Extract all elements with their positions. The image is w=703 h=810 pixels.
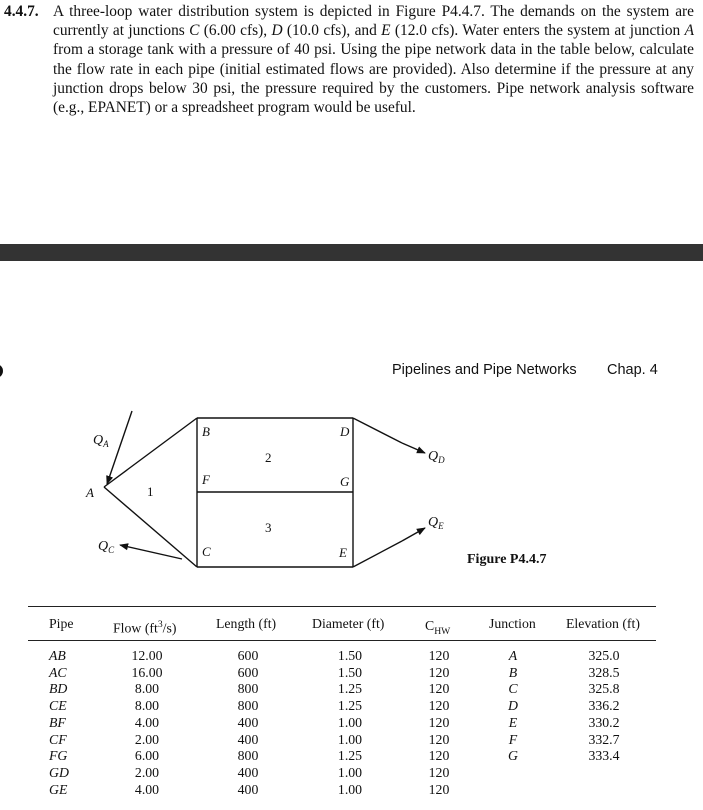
cell-elevation: 336.2 — [588, 698, 620, 714]
cell-junction: A — [508, 648, 518, 663]
cell-diameter: 1.25 — [337, 748, 363, 764]
cell-flow: 4.00 — [134, 714, 160, 730]
running-head-title: Pipelines and Pipe Networks — [392, 362, 577, 378]
cell-pipe: CE — [49, 698, 67, 714]
cell-chw: 120 — [428, 698, 450, 714]
cell-flow: 12.00 — [131, 648, 163, 663]
cell-junction: G — [508, 748, 518, 764]
cell-elevation: 325.0 — [588, 648, 620, 663]
cell-chw: 120 — [428, 731, 450, 747]
cell-length: 400 — [237, 781, 259, 797]
cell-junction: E — [508, 714, 518, 730]
arrow-QC — [120, 545, 182, 559]
header-junction: Junction — [489, 616, 536, 631]
pipe-E-out — [353, 541, 402, 567]
cell-length: 400 — [237, 731, 259, 747]
cell-junction: B — [508, 664, 518, 680]
cell-length: 800 — [237, 698, 259, 714]
cell-diameter: 1.25 — [337, 698, 363, 714]
cell-length: 600 — [237, 648, 259, 663]
cell-elevation: 330.2 — [588, 714, 620, 730]
node-label-B: B — [202, 424, 210, 439]
cell-junction: F — [508, 731, 518, 747]
cell-flow: 16.00 — [131, 664, 163, 680]
loop-label-1: 1 — [147, 484, 154, 499]
cell-flow: 2.00 — [134, 764, 160, 780]
node-label-E: E — [339, 545, 347, 560]
header-pipe: Pipe — [49, 616, 74, 631]
cell-elevation: 328.5 — [588, 664, 620, 680]
cell-junction: C — [508, 681, 518, 697]
cell-pipe: BD — [49, 681, 68, 697]
cell-pipe: AC — [49, 664, 67, 680]
cell-chw: 120 — [428, 648, 450, 663]
cell-flow: 6.00 — [134, 748, 160, 764]
header-chw: $C_{HW}$ — [425, 618, 451, 637]
flow-label-QA: $Q_A$ — [93, 433, 109, 449]
cell-junction: D — [508, 698, 518, 714]
node-label-A: A — [86, 485, 94, 500]
cell-length: 400 — [237, 714, 259, 730]
running-head-chapter: Chap. 4 — [607, 362, 658, 378]
cell-diameter: 1.50 — [337, 664, 363, 680]
cell-diameter: 1.00 — [337, 714, 363, 730]
header-length: Length (ft) — [216, 616, 277, 631]
cell-length: 800 — [237, 681, 259, 697]
arrow-QE — [402, 528, 425, 541]
cell-diameter: 1.00 — [337, 781, 363, 797]
flow-label-QC: $Q_C$ — [98, 539, 115, 555]
loop-label-2: 2 — [265, 450, 272, 465]
node-label-F: F — [202, 472, 210, 487]
arrow-QD — [402, 443, 425, 453]
arrow-QA — [107, 411, 132, 484]
cell-length: 600 — [237, 664, 259, 680]
node-label-D: D — [340, 424, 350, 439]
cell-pipe: CF — [49, 731, 67, 747]
cell-chw: 120 — [428, 681, 450, 697]
cell-length: 800 — [237, 748, 259, 764]
cell-chw: 120 — [428, 781, 450, 797]
header-flow: Flow $(ft^3/s)$ — [113, 619, 177, 636]
cell-elevation: 332.7 — [588, 731, 620, 747]
cell-diameter: 1.00 — [337, 731, 363, 747]
cell-elevation: 325.8 — [588, 681, 620, 697]
problem-number: 4.4.7. — [4, 3, 39, 20]
cell-elevation: 333.4 — [588, 748, 620, 764]
cell-chw: 120 — [428, 714, 450, 730]
cell-length: 400 — [237, 764, 259, 780]
cell-pipe: GD — [49, 764, 69, 780]
cell-chw: 120 — [428, 664, 450, 680]
cell-pipe: BF — [49, 714, 66, 730]
cell-diameter: 1.50 — [337, 648, 363, 663]
loop-label-3: 3 — [265, 520, 272, 535]
flow-label-QD: $Q_D$ — [428, 449, 445, 465]
cell-flow: 8.00 — [134, 681, 160, 697]
header-elevation: Elevation (ft) — [566, 616, 640, 631]
node-label-C: C — [202, 544, 211, 559]
cell-diameter: 1.25 — [337, 681, 363, 697]
problem-text: A three-loop water distribution system is depicted in Figure P4.4.7. The demands on the system are currently at junctions C (6.00 cfs), D (10.0 cfs), and E (12.0 cfs). Water enters the system at junction A from a storage tank with a pressure of 40 psi. Using the pipe network data in the table below, calculate the flow rate in each pipe (initial estimated flows are provided). Also determine if the pressure at any junction drops below 30 psi, the pressure required by the customers. Pipe network analysis software (e.g., EPANET) or a spreadsheet program would be useful. — [53, 3, 694, 117]
cell-pipe: FG — [49, 748, 68, 764]
node-label-G: G — [340, 474, 350, 489]
cell-chw: 120 — [428, 764, 450, 780]
header-diameter: Diameter (ft) — [312, 616, 385, 631]
flow-label-QE: $Q_E$ — [428, 515, 444, 531]
pipe-AC — [104, 487, 197, 567]
cell-diameter: 1.00 — [337, 764, 363, 780]
cell-chw: 120 — [428, 748, 450, 764]
cell-flow: 2.00 — [134, 731, 160, 747]
figure-caption: Figure P4.4.7 — [467, 552, 547, 567]
cell-pipe: AB — [49, 648, 66, 663]
cell-flow: 4.00 — [134, 781, 160, 797]
pipe-D-out — [353, 418, 402, 443]
cell-flow: 8.00 — [134, 698, 160, 714]
cell-pipe: GE — [49, 781, 68, 797]
